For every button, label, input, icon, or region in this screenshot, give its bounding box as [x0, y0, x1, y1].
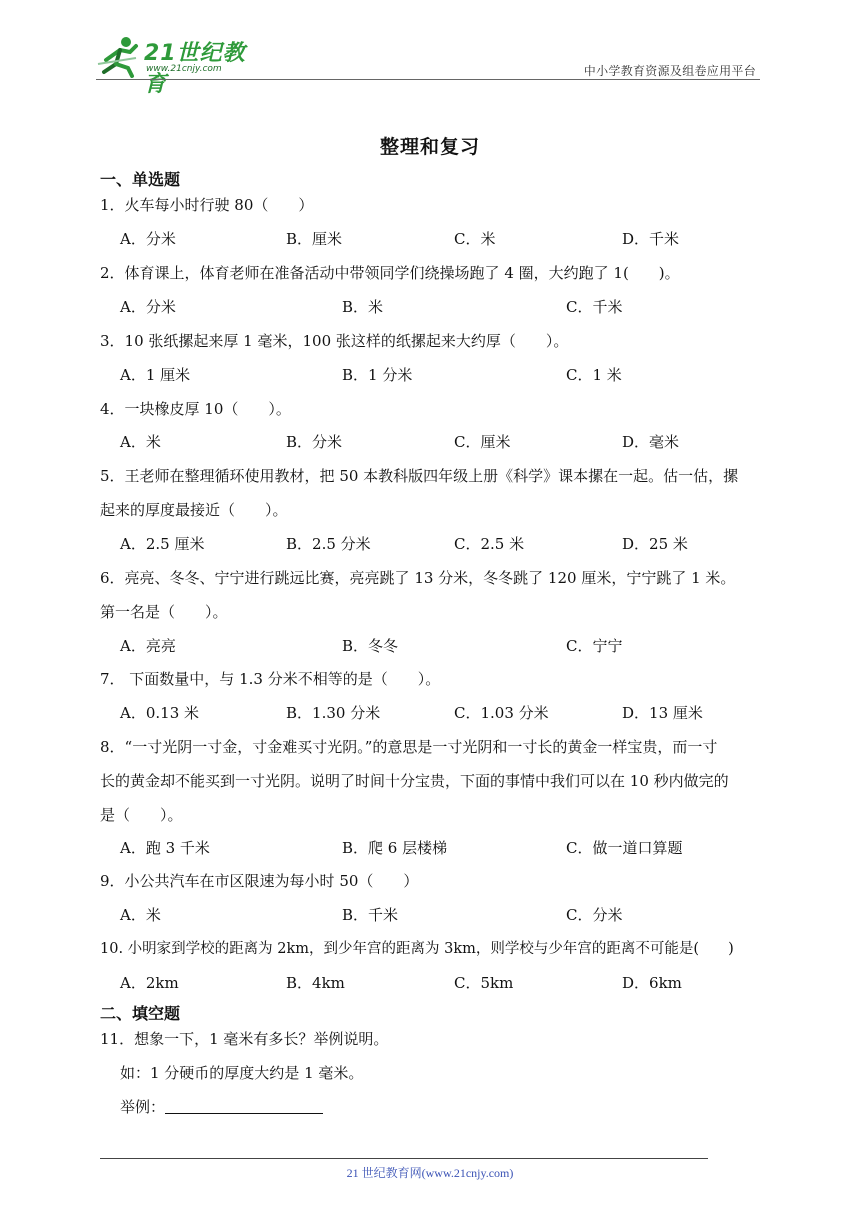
option-b: B．1 分米 — [342, 366, 413, 384]
option-a: A．2km — [120, 974, 179, 992]
question-2: 2．体育课上，体育老师在准备活动中带领同学们绕操场跑了 4 圈，大约跑了 1( )。 — [100, 264, 680, 282]
option-b: B．千米 — [342, 906, 399, 924]
question-5 — [100, 459, 765, 527]
option-a: A．分米 — [120, 298, 176, 316]
question-2-options — [100, 290, 765, 324]
option-b: B．4km — [286, 974, 345, 992]
question-11-answer — [120, 1090, 720, 1124]
question-6-line-2: 第一名是（ ）。 — [100, 603, 228, 621]
question-9: 9．小公共汽车在市区限速为每小时 50（ ） — [100, 872, 419, 890]
option-a: A．1 厘米 — [120, 366, 191, 384]
question-8-line-1: 8．“一寸光阴一寸金，寸金难买寸光阴。”的意思是一寸光阴和一寸长的黄金一样宝贵，而一寸 — [100, 738, 718, 756]
question-8-line-3: 是（ ）。 — [100, 806, 183, 824]
question-7: 7． 下面数量中，与 1.3 分米不相等的是（ ）。 — [100, 670, 441, 688]
header-divider — [96, 79, 760, 80]
option-a: A．亮亮 — [120, 637, 176, 655]
option-d: D．25 米 — [622, 535, 688, 553]
answer-prompt: 举例： — [120, 1098, 166, 1116]
option-b: B．爬 6 层楼梯 — [342, 839, 448, 857]
question-5-line-1: 5．王老师在整理循环使用教材，把 50 本教科版四年级上册《科学》课本摞在一起。估一估，摞 — [100, 467, 739, 485]
question-5-line-2: 起来的厚度最接近（ ）。 — [100, 501, 288, 519]
option-b: B．厘米 — [286, 230, 343, 248]
option-c: C．1 米 — [566, 366, 622, 384]
option-b: B．1.30 分米 — [286, 704, 381, 722]
logo-text: 21世纪教育 — [144, 41, 246, 97]
question-1-options — [100, 222, 765, 256]
question-10: 10. 小明家到学校的距离为 2km，到少年宫的距离为 3km，则学校与少年宫的距离不可能是( ) — [100, 941, 734, 957]
question-5-options — [100, 527, 765, 561]
option-c: C．厘米 — [454, 433, 511, 451]
option-d: D．6km — [622, 974, 682, 992]
question-11: 11．想象一下，1 毫米有多长？举例说明。 — [100, 1030, 389, 1048]
question-9-options — [100, 898, 765, 932]
question-6-options — [100, 629, 765, 663]
option-c: C．千米 — [566, 298, 623, 316]
option-c: C．米 — [454, 230, 496, 248]
question-3-options — [100, 358, 765, 392]
section-heading-single-choice: 一、单选题 — [100, 170, 181, 189]
question-4: 4．一块橡皮厚 10（ ）。 — [100, 400, 291, 418]
option-a: A．米 — [120, 906, 161, 924]
footer-divider — [100, 1158, 708, 1159]
question-8-line-2: 长的黄金却不能买到一寸光阴。说明了时间十分宝贵，下面的事情中我们可以在 10 秒内做完的 — [100, 772, 729, 790]
section-heading-fill-in: 二、填空题 — [100, 1004, 181, 1023]
question-7-options — [100, 696, 765, 730]
question-10-options — [100, 966, 765, 1000]
option-c: C．分米 — [566, 906, 623, 924]
option-d: D．毫米 — [622, 433, 680, 451]
option-b: B．2.5 分米 — [286, 535, 371, 553]
page-title: 整理和复习 — [379, 136, 480, 158]
footer-link[interactable]: 21 世纪教育网(www.21cnjy.com) — [346, 1166, 514, 1180]
question-6-line-1: 6．亮亮、冬冬、宁宁进行跳远比赛，亮亮跳了 13 分米，冬冬跳了 120 厘米，宁宁跳了 1 米。 — [100, 569, 736, 587]
option-c: C．做一道口算题 — [566, 839, 683, 857]
site-logo — [96, 34, 266, 97]
option-b: B．分米 — [286, 433, 343, 451]
option-b: B．米 — [342, 298, 384, 316]
option-c: C．1.03 分米 — [454, 704, 549, 722]
option-c: C．宁宁 — [566, 637, 623, 655]
option-a: A．0.13 米 — [120, 704, 199, 722]
option-b: B．冬冬 — [342, 637, 399, 655]
answer-blank[interactable] — [165, 1097, 323, 1114]
question-8-options — [100, 831, 765, 865]
option-a: A．2.5 厘米 — [120, 535, 205, 553]
question-4-options — [100, 425, 765, 459]
question-3: 3．10 张纸摞起来厚 1 毫米，100 张这样的纸摞起来大约厚（ ）。 — [100, 332, 569, 350]
option-d: D．13 厘米 — [622, 704, 703, 722]
option-d: D．千米 — [622, 230, 680, 248]
header-platform-text: 中小学教育资源及组卷应用平台 — [583, 64, 756, 78]
logo-url: www.21cnjy.com — [146, 64, 222, 74]
option-c: C．5km — [454, 974, 514, 992]
question-11-example: 如：1 分硬币的厚度大约是 1 毫米。 — [120, 1064, 364, 1082]
question-8 — [100, 730, 765, 832]
option-c: C．2.5 米 — [454, 535, 525, 553]
option-a: A．分米 — [120, 230, 176, 248]
question-6 — [100, 561, 765, 629]
option-a: A．跑 3 千米 — [120, 839, 210, 857]
option-a: A．米 — [120, 433, 161, 451]
question-1: 1．火车每小时行驶 80（ ） — [100, 196, 314, 214]
